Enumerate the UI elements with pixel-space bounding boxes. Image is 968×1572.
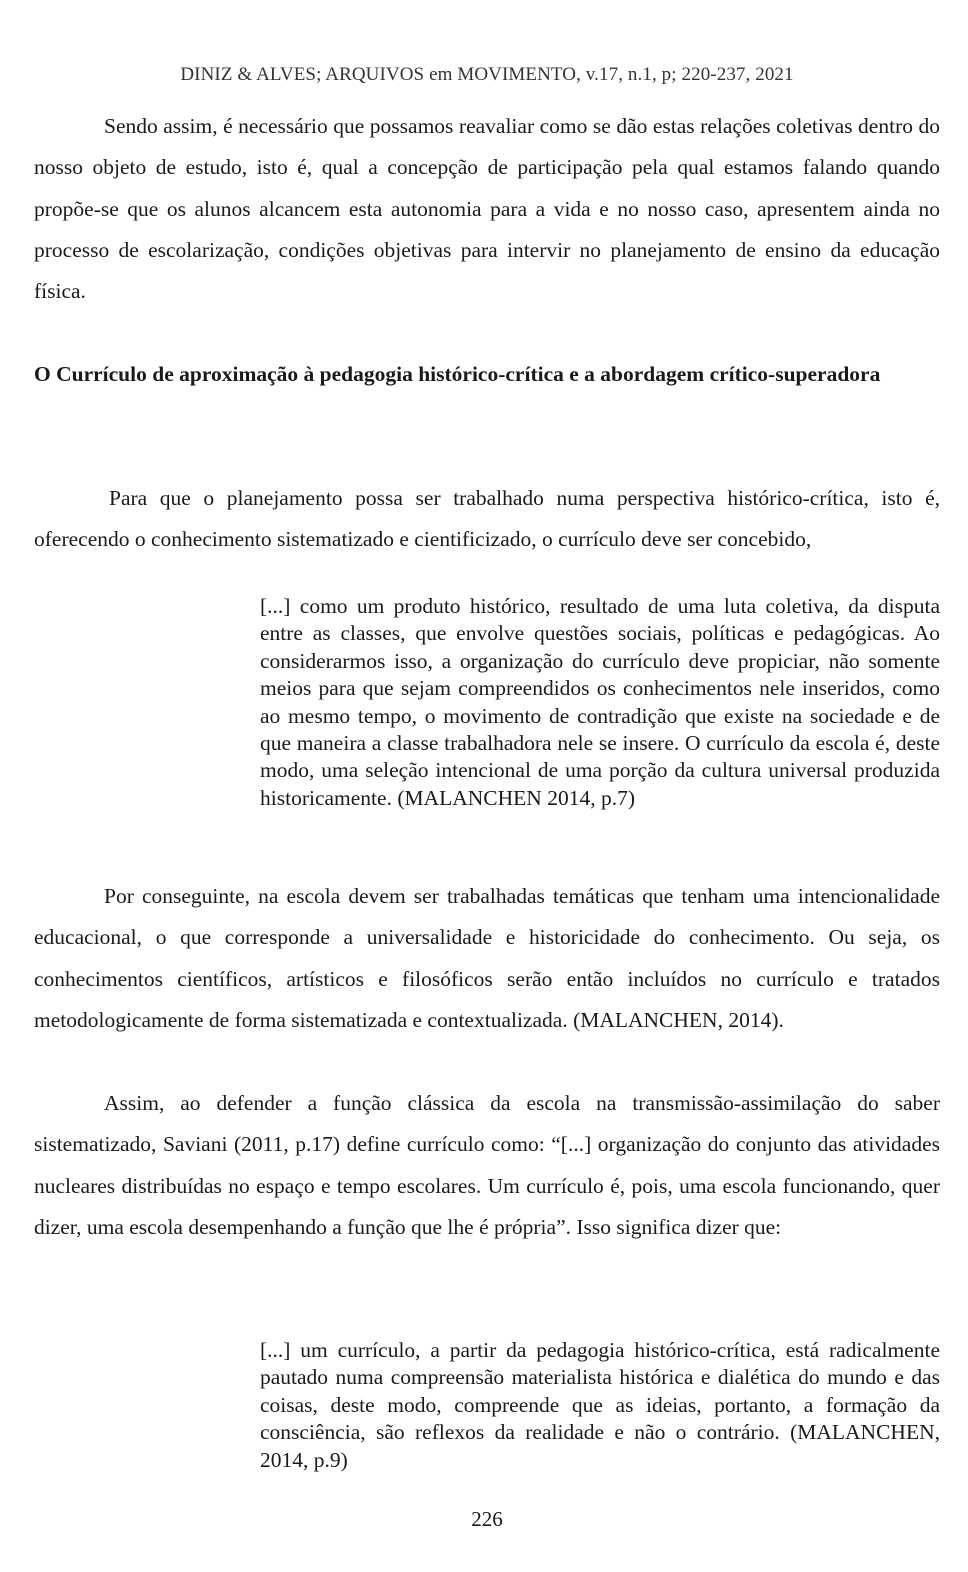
- block-quote: [...] como um produto histórico, resultado de uma luta coletiva, da disputa entre as classes, que envolve questões sociais, políticas e pedagógicas. Ao considerarmos isso, a organização do currículo deve propiciar, não somente meios para que sejam compreendidos os conhecimentos nele inseridos, como ao mesmo tempo, o movimento de contradição que existe na sociedade e de que maneira a classe trabalhadora nele se insere. O currículo da escola é, deste modo, uma seleção intencional de uma porção da cultura universal produzida historicamente. (MALANCHEN 2014, p.7): [260, 594, 940, 810]
- paragraph-text: Para que o planejamento possa ser trabalhado numa perspectiva histórico-crítica, isto é, oferecendo o conhecimento sistematizado e cientificizado, o currículo deve ser concebido,: [34, 486, 940, 552]
- section-heading: O Currículo de aproximação à pedagogia histórico-crítica e a abordagem crítico-superadora: [34, 362, 881, 386]
- paragraph: [34, 876, 940, 1041]
- page-number: 226: [471, 1507, 503, 1531]
- running-header: DINIZ & ALVES; ARQUIVOS em MOVIMENTO, v.17, n.1, p; 220-237, 2021: [180, 64, 794, 85]
- paragraph-text: Sendo assim, é necessário que possamos reavaliar como se dão estas relações coletivas dentro do nosso objeto de estudo, isto é, qual a concepção de participação pela qual estamos falando quando propõe-se que os alunos alcancem esta autonomia para a vida e no nosso caso, apresentem ainda no processo de escolarização, condições objetivas para intervir no planejamento de ensino da educação física.: [34, 114, 940, 304]
- paragraph: [34, 1083, 940, 1248]
- paragraph: [34, 478, 940, 561]
- document-page: [34, 0, 940, 1572]
- block-quote: [...] um currículo, a partir da pedagogia histórico-crítica, está radicalmente pautado numa compreensão materialista histórica e dialética do mundo e das coisas, deste modo, compreende que as ideias, portanto, a formação da consciência, são reflexos da realidade e não o contrário. (MALANCHEN, 2014, p.9): [260, 1338, 940, 1472]
- paragraph-text: Assim, ao defender a função clássica da escola na transmissão-assimilação do saber sistematizado, Saviani (2011, p.17) define currículo como: “[...] organização do conjunto das atividades nucleares distribuídas no espaço e tempo escolares. Um currículo é, pois, uma escola funcionando, quer dizer, uma escola desempenhando a função que lhe é própria”. Isso significa dizer que:: [34, 1091, 940, 1239]
- paragraph: [34, 106, 940, 312]
- paragraph-text: Por conseguinte, na escola devem ser trabalhadas temáticas que tenham uma intencionalidade educacional, o que corresponde a universalidade e historicidade do conhecimento. Ou seja, os conhecimentos científicos, artísticos e filosóficos serão então incluídos no currículo e tratados metodologicamente de forma sistematizada e contextualizada. (MALANCHEN, 2014).: [34, 884, 940, 1032]
